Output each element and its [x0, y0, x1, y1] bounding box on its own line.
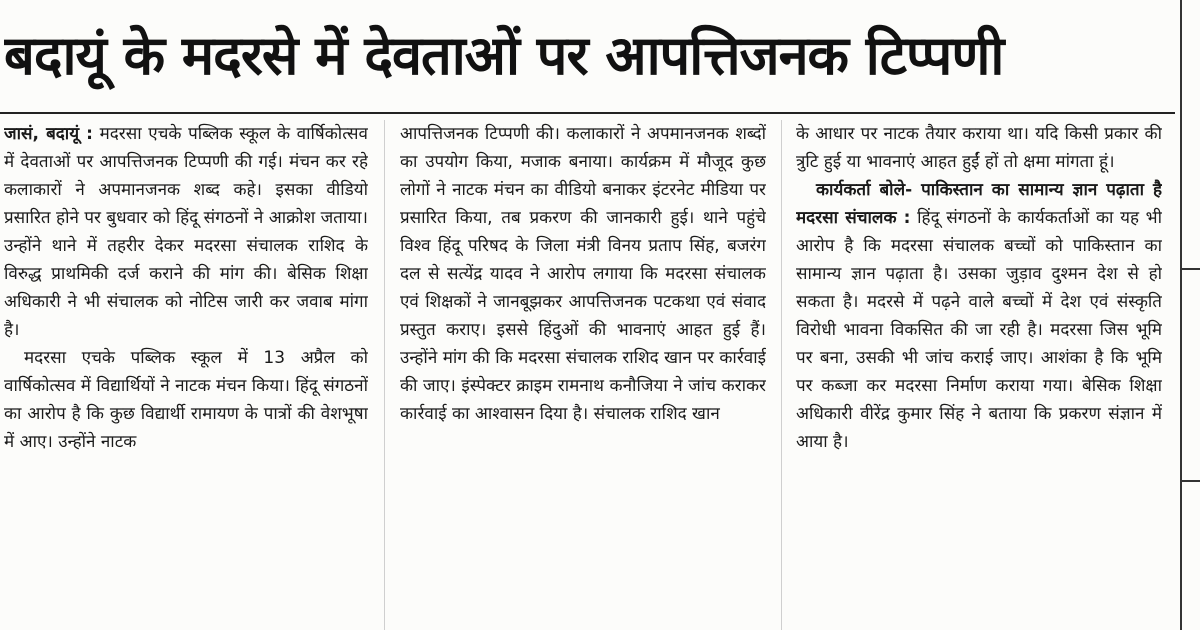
subheading: कार्यकर्ता बोले- पाकिस्तान का सामान्य ज्ञान पढ़ाता है मदरसा संचालक : [796, 180, 1162, 228]
headline: बदायूं के मदरसे में देवताओं पर आपत्तिजनक टिप्पणी [4, 24, 1004, 87]
paragraph-1 [4, 120, 368, 344]
adjacent-article-rule [1182, 480, 1200, 482]
article-column-2 [400, 120, 766, 630]
article-column-1 [4, 120, 368, 630]
paragraph-2: मदरसा एचके पब्लिक स्कूल में 13 अप्रैल को वार्षिकोत्सव में विद्यार्थियों ने नाटक मंचन किया। हिंदू संगठनों का आरोप है कि कुछ विद्यार्थी रामायण के पात्रों की वेशभूषा में आए। उन्होंने नाटक [4, 348, 368, 452]
paragraph-5 [796, 176, 1162, 456]
article-column-3 [796, 120, 1162, 630]
headline-rule [0, 112, 1175, 114]
column-divider [384, 120, 385, 630]
column-divider [781, 120, 782, 630]
paragraph-1-text: मदरसा एचके पब्लिक स्कूल के वार्षिकोत्सव में देवताओं पर आपत्तिजनक टिप्पणी की गई। मंचन कर रहे कलाकारों ने अपमानजनक शब्द कहे। इसका वीडियो प्रसारित होने पर बुधवार को हिंदू संगठनों ने आक्रोश जताया। उन्होंने थाने में तहरीर देकर मदरसा संचालक राशिद के विरुद्ध प्राथमिकी दर्ज कराने की मांग की। बेसिक शिक्षा अधिकारी ने भी संचालक को नोटिस जारी कर जवाब मांगा है। [4, 124, 368, 340]
paragraph-4: के आधार पर नाटक तैयार कराया था। यदि किसी प्रकार की त्रुटि हुई या भावनाएं आहत हुईं हों तो क्षमा मांगता हूं। [796, 124, 1162, 172]
paragraph-3: आपत्तिजनक टिप्पणी की। कलाकारों ने अपमानजनक शब्दों का उपयोग किया, मजाक बनाया। कार्यक्रम में मौजूद कुछ लोगों ने नाटक मंचन का वीडियो बनाकर इंटरनेट मीडिया पर प्रसारित किया, तब प्रकरण की जानकारी हुई। थाने पहुंचे विश्व हिंदू परिषद के जिला मंत्री विनय प्रताप सिंह, बजरंग दल से सत्येंद्र यादव ने आरोप लगाया कि मदरसा संचालक एवं शिक्षकों ने जानबूझकर आपत्तिजनक पटकथा एवं संवाद प्रस्तुत कराए। इससे हिंदुओं की भावनाएं आहत हुई हैं। उन्होंने मांग की कि मदरसा संचालक राशिद खान पर कार्रवाई की जाए। इंस्पेक्टर क्राइम रामनाथ कनौजिया ने जांच कराकर कार्रवाई का आश्वासन दिया है। संचालक राशिद खान [400, 124, 766, 424]
adjacent-article-rule [1182, 268, 1200, 270]
adjacent-article-border [1180, 0, 1182, 630]
paragraph-5-text: हिंदू संगठनों के कार्यकर्ताओं का यह भी आरोप है कि मदरसा संचालक बच्चों को पाकिस्तान का सामान्य ज्ञान पढ़ाता है। उसका जुड़ाव दुश्मन देश से हो सकता है। मदरसे में पढ़ने वाले बच्चों में देश एवं संस्कृति विरोधी भावना विकसित की जा रही है। मदरसा जिस भूमि पर बना, उसकी भी जांच कराई जाए। आशंका है कि भूमि पर कब्जा कर मदरसा निर्माण कराया गया। बेसिक शिक्षा अधिकारी वीरेंद्र कुमार सिंह ने बताया कि प्रकरण संज्ञान में आया है। [796, 208, 1162, 452]
dateline: जासं, बदायूं : [4, 124, 93, 144]
